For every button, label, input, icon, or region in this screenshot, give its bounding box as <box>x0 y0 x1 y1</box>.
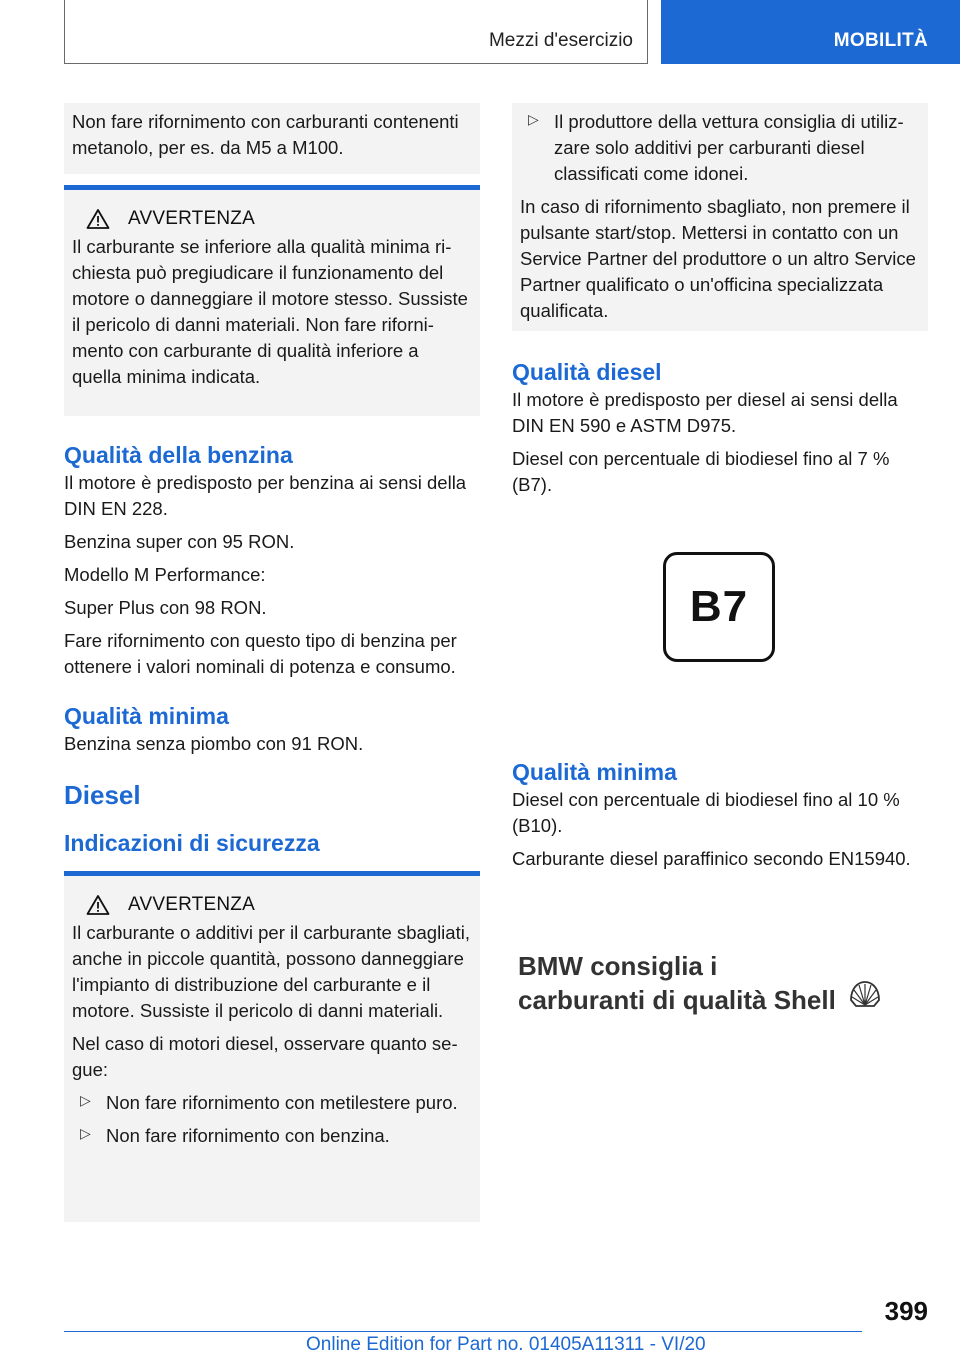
list-item-text: Non fare rifornimento con metilestere puro. <box>106 1092 458 1113</box>
diesel-min-p2: Carburante diesel paraffinico secondo EN15940. <box>512 848 911 869</box>
list-item <box>72 1090 472 1116</box>
list-item-text: Non fare rifornimento con benzina. <box>106 1125 390 1146</box>
diesel-quality-p1: Il motore è predisposto per diesel ai sensi della DIN EN 590 e ASTM D975. <box>512 389 898 436</box>
b7-label-figure <box>512 505 928 757</box>
intro-note-text: Non fare rifornimento con carburanti contenenti metanolo, per es. da M5 a M100. <box>72 111 459 158</box>
shell-line-2: carburanti di qualità Shell <box>518 985 836 1015</box>
intro-note-box <box>64 103 480 174</box>
triangle-bullet-icon: ▷ <box>80 1092 91 1108</box>
diesel-quality-heading: Qualità diesel <box>512 359 662 385</box>
diesel-min-quality-heading: Qualità minima <box>512 759 677 785</box>
diesel-quality-p2: Diesel con percentuale di biodiesel fino al 7 % (B7). <box>512 448 890 495</box>
left-column <box>64 103 480 1222</box>
warning-triangle-icon <box>86 208 110 230</box>
warning-text-2: Nel caso di motori diesel, osservare quanto segue: <box>72 1033 458 1080</box>
warning-title: AVVERTENZA <box>128 894 255 915</box>
b7-label-badge <box>663 552 775 662</box>
continued-warning-text: In caso di rifornimento sbagliato, non premere il pulsante start/stop. Mettersi in contatto con un Service Partner del produttore o un altro Service Partner qualificato o un'officina specializzata qualificata. <box>520 196 916 321</box>
list-item <box>520 109 920 187</box>
header-chapter-title: MOBILITÀ <box>833 30 928 51</box>
shell-line-1: BMW consiglia i <box>518 951 718 981</box>
warning-triangle-icon <box>86 894 110 916</box>
header-chapter-tab <box>661 0 960 64</box>
warning-box-2 <box>64 876 480 1222</box>
right-column <box>512 103 928 1017</box>
triangle-bullet-icon: ▷ <box>80 1125 91 1141</box>
petrol-p1: Il motore è predisposto per benzina ai sensi della DIN EN 228. <box>64 472 467 519</box>
warning-title: AVVERTENZA <box>128 208 255 229</box>
petrol-p5: Fare rifornimento con questo tipo di benzina per ottenere i valori nominali di potenza e consumo. <box>64 630 457 677</box>
header-section-title: Mezzi d'esercizio <box>488 30 633 51</box>
petrol-min-p1: Benzina senza piombo con 91 RON. <box>64 733 364 754</box>
warning-text: Il carburante se inferiore alla qualità minima richiesta può pregiudicare il funzionamento del motore o danneggiare il motore stesso. Sussiste il pericolo di danni materiali. Non fare rifornimento con carburante di qualità inferiore a quella minima indicata. <box>72 236 468 387</box>
continued-warning-box <box>512 103 928 331</box>
shell-recommendation <box>512 949 928 1017</box>
safety-heading: Indicazioni di sicurezza <box>64 830 320 856</box>
b7-label-text: B7 <box>689 582 749 631</box>
petrol-p2: Benzina super con 95 RON. <box>64 531 295 552</box>
footer-divider <box>64 1331 862 1332</box>
warning-box-1 <box>64 190 480 416</box>
header-section-tab <box>64 0 648 64</box>
petrol-min-quality-heading: Qualità minima <box>64 703 229 729</box>
shell-logo-icon <box>848 980 882 1010</box>
page-number: 399 <box>884 1296 928 1326</box>
list-item-text: Il produttore della vettura consiglia di utilizzare solo additivi per carburanti diesel classificati come idonei. <box>554 111 904 184</box>
petrol-quality-heading: Qualità della benzina <box>64 442 293 468</box>
diesel-min-p1: Diesel con percentuale di biodiesel fino al 10 % (B10). <box>512 789 900 836</box>
diesel-heading: Diesel <box>64 780 141 810</box>
petrol-p4: Super Plus con 98 RON. <box>64 597 267 618</box>
footer-edition: Online Edition for Part no. 01405A11311 - VI/20 <box>306 1334 706 1355</box>
triangle-bullet-icon: ▷ <box>528 111 539 127</box>
warning-text: Il carburante o additivi per il carburante sbagliati, anche in piccole quantità, possono danneggiare l'impianto di distribuzione del carburante e il motore. Sussiste il pericolo di danni materiali. <box>72 922 470 1021</box>
petrol-p3: Modello M Performance: <box>64 564 266 585</box>
list-item <box>72 1123 472 1149</box>
